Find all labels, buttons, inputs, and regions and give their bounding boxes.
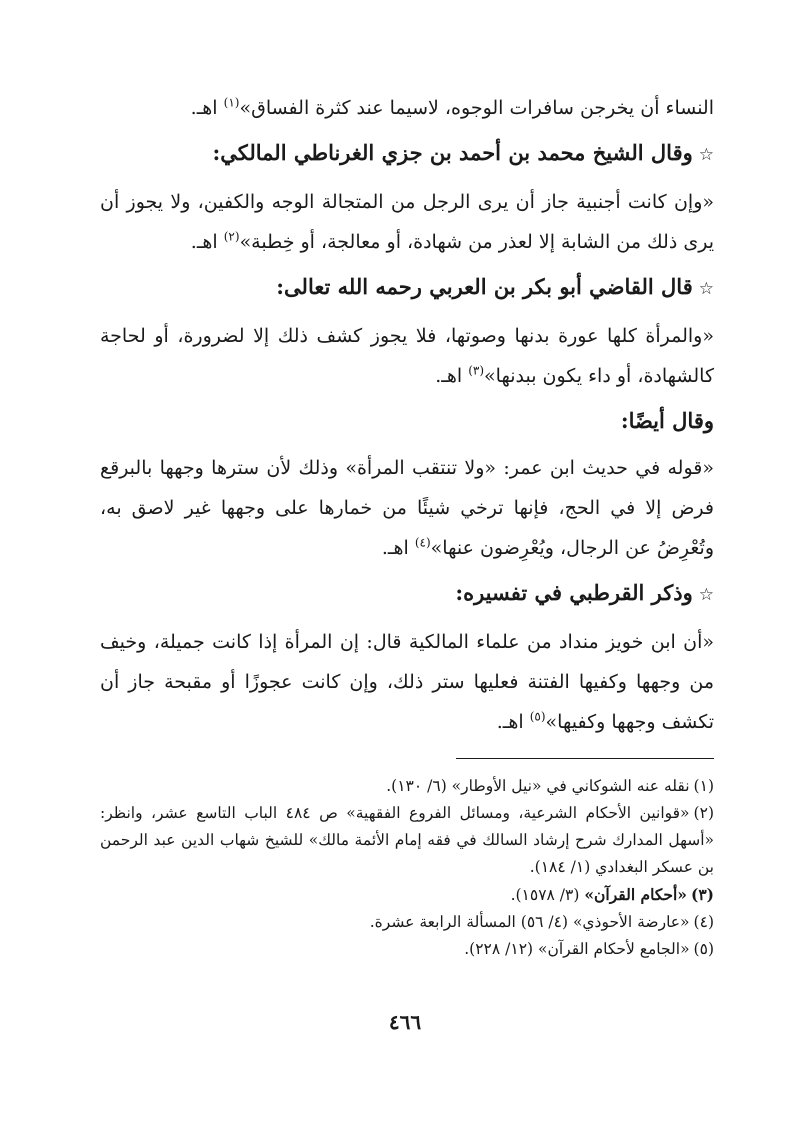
footnote-number: (٥) [693, 940, 714, 958]
page-number: ٤٦٦ [388, 1010, 422, 1034]
star-icon: ☆ [698, 145, 714, 165]
footnote-ref-1[interactable]: (١) [223, 95, 240, 110]
section-heading [100, 400, 714, 442]
footnote-number: (٣) [690, 885, 714, 904]
continuation-end: اهـ. [190, 97, 224, 119]
footnote-ref-2[interactable]: (٢) [223, 229, 240, 244]
section-heading [100, 266, 714, 310]
footnote-text: (٣/ ١٥٧٨). [510, 886, 585, 904]
footnote-text: «قوانين الأحكام الشرعية، ومسائل الفروع الفقهية» ص ٤٨٤ الباب التاسع عشر، وانظر: «أسهل المدارك شرح إرشاد السالك في فقه إمام الأئمة مالك» للشيخ شهاب الدين عبد الرحمن بن عسكر البغدادي (١/ ١٨٤). [100, 804, 714, 876]
quote-end: اهـ. [381, 537, 415, 559]
quote-end: اهـ. [435, 365, 469, 387]
footnote-number: (٤) [693, 913, 714, 931]
footnote-divider [456, 758, 714, 759]
quote-paragraph [100, 622, 714, 742]
footnote-text: نقله عنه الشوكاني في «نيل الأوطار» (٦/ ١٣٠). [386, 777, 690, 795]
footnote-5 [100, 936, 714, 963]
section-ibn-al-arabi [100, 266, 714, 396]
quote-text: «وإن كانت أجنبية جاز أن يرى الرجل من المتجالة الوجه والكفين، ولا يجوز أن يرى ذلك من الشابة إلا لعذر من شهادة، أو معالجة، أو خِطبة» [100, 191, 714, 253]
section-heading [100, 572, 714, 616]
quote-text: «والمرأة كلها عورة بدنها وصوتها، فلا يجوز كشف ذلك إلا لضرورة، أو لحاجة كالشهادة، أو داء يكون ببدنها» [100, 325, 714, 387]
quote-paragraph [100, 448, 714, 568]
continuation-text: النساء أن يخرجن سافرات الوجوه، لاسيما عند كثرة الفساق» [239, 97, 714, 119]
footnote-number: (١) [693, 777, 714, 795]
heading-text: وقال أيضًا: [620, 408, 714, 433]
footnote-ref-4[interactable]: (٤) [414, 535, 431, 550]
footnote-text: «الجامع لأحكام القرآن» (١٢/ ٢٢٨). [464, 940, 690, 958]
star-icon: ☆ [698, 585, 714, 605]
heading-text: قال القاضي أبو بكر بن العربي رحمه الله تعالى: [276, 274, 693, 299]
continuation-paragraph [100, 88, 714, 128]
heading-text: وقال الشيخ محمد بن أحمد بن جزي الغرناطي المالكي: [212, 140, 693, 165]
star-icon: ☆ [698, 279, 714, 299]
section-heading [100, 132, 714, 176]
quote-paragraph [100, 316, 714, 396]
section-also-said [100, 400, 714, 568]
footnote-ref-5[interactable]: (٥) [529, 709, 546, 724]
footnote-text: «عارضة الأحوذي» (٤/ ٥٦) المسألة الرابعة عشرة. [369, 913, 690, 931]
page-body [100, 88, 714, 963]
quote-end: اهـ. [496, 711, 530, 733]
footnote-lead: «أحكام القرآن» [584, 885, 687, 904]
heading-text: وذكر القرطبي في تفسيره: [455, 580, 693, 605]
footnote-1 [100, 773, 714, 800]
footnote-3 [100, 881, 714, 909]
section-ibn-juzay [100, 132, 714, 262]
quote-text: «قوله في حديث ابن عمر: «ولا تنتقب المرأة» وذلك لأن سترها وجهها بالبرقع فرض إلا في الحج، فإنها ترخي شيئًا من خمارها على وجهها غير لاصق به، وتُعْرِضُ عن الرجال، ويُعْرِضون عنها» [100, 457, 714, 559]
quote-end: اهـ. [190, 231, 224, 253]
footnote-number: (٢) [693, 804, 714, 822]
footnote-ref-3[interactable]: (٣) [468, 363, 485, 378]
quote-text: «أن ابن خويز منداد من علماء المالكية قال: إن المرأة إذا كانت جميلة، وخيف من وجهها وكفيها الفتنة فعليها ستر ذلك، وإن كانت عجوزًا أو مقبحة جاز أن تكشف وجهها وكفيها» [100, 631, 714, 733]
section-qurtubi [100, 572, 714, 742]
footnote-4 [100, 909, 714, 936]
footnotes [100, 773, 714, 963]
footnote-2 [100, 800, 714, 881]
quote-paragraph [100, 182, 714, 262]
